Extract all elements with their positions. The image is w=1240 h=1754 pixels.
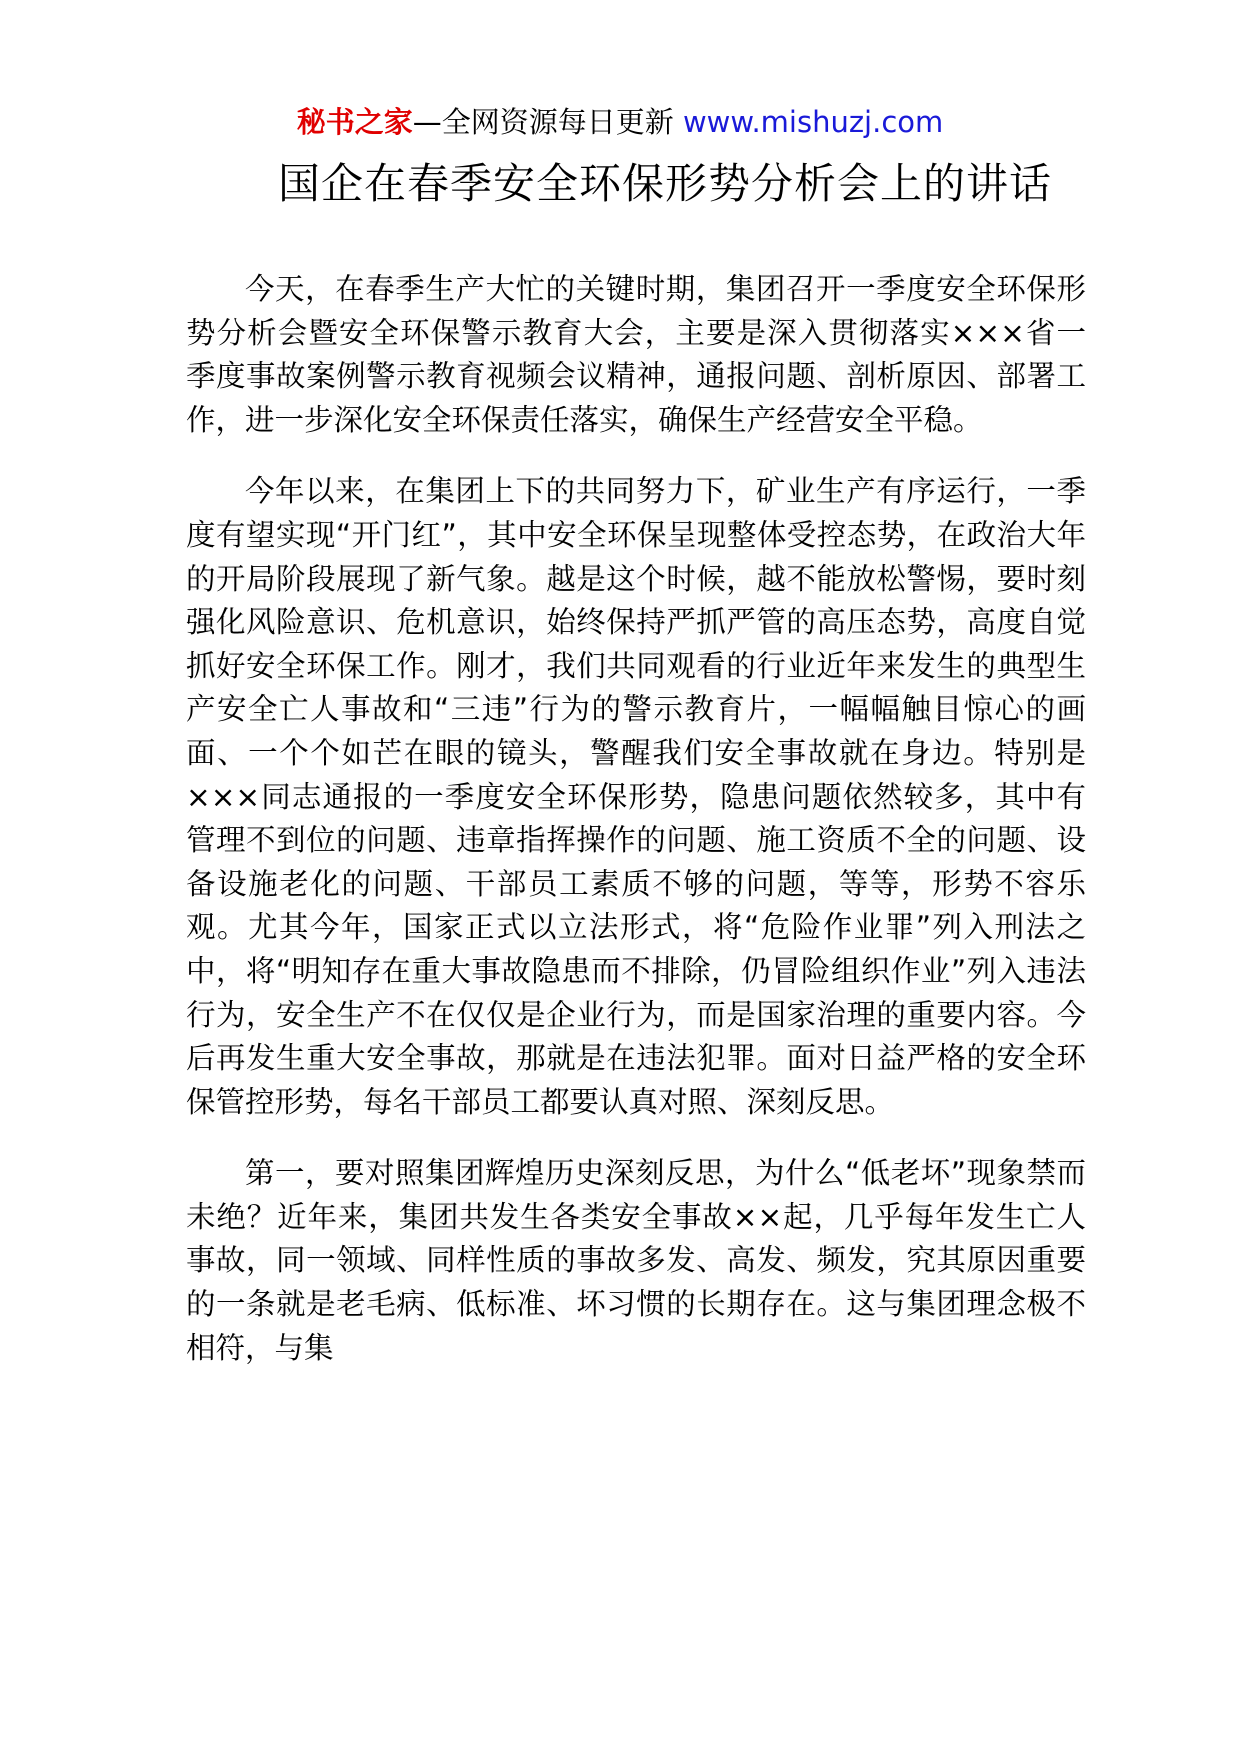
paragraph: 今年以来，在集团上下的共同努力下，矿业生产有序运行，一季度有望实现“开门红”，其中安全环保呈现整体受控态势，在政治大年的开局阶段展现了新气象。越是这个时候，越不能放松警惕，要时刻强化风险意识、危机意识，始终保持严抓严管的高压态势，高度自觉抓好安全环保工作。刚才，我们共同观看的行业近年来发生的典型生产安全亡人事故和“三违”行为的警示教育片，一幅幅触目惊心的画面、一个个如芒在眼的镜头，警醒我们安全事故就在身边。特别是×××同志通报的一季度安全环保形势，隐患问题依然较多，其中有管理不到位的问题、违章指挥操作的问题、施工资质不全的问题、设备设施老化的问题、干部员工素质不够的问题，等等，形势不容乐观。尤其今年，国家正式以立法形式，将“危险作业罪”列入刑法之中，将“明知存在重大事故隐患而不排除，仍冒险组织作业”列入违法行为，安全生产不在仅仅是企业行为，而是国家治理的重要内容。今后再发生重大安全事故，那就是在违法犯罪。面对日益严格的安全环保管控形势，每名干部员工都要认真对照、深刻反思。 [186,474,1086,1119]
document-title: 国企在春季安全环保形势分析会上的讲话 [277,159,1052,208]
header-tagline: —全网资源每日更新 [412,105,683,139]
paragraph: 今天，在春季生产大忙的关键时期，集团召开一季度安全环保形势分析会暨安全环保警示教育大会，主要是深入贯彻落实×××省一季度事故案例警示教育视频会议精神，通报问题、剖析原因、部署工作，进一步深化安全环保责任落实，确保生产经营安全平稳。 [186,272,1086,437]
document-body [186,268,1086,1398]
site-url-link[interactable]: www.mishuzj.com [682,105,944,139]
brand-name: 秘书之家 [296,105,413,139]
paragraph: 第一，要对照集团辉煌历史深刻反思，为什么“低老坏”现象禁而未绝？近年来，集团共发生各类安全事故××起，几乎每年发生亡人事故，同一领域、同样性质的事故多发、高发、频发，究其原因重要的一条就是老毛病、低标准、坏习惯的长期存在。这与集团理念极不相符，与集 [186,1156,1086,1365]
page-header [0,102,1240,142]
